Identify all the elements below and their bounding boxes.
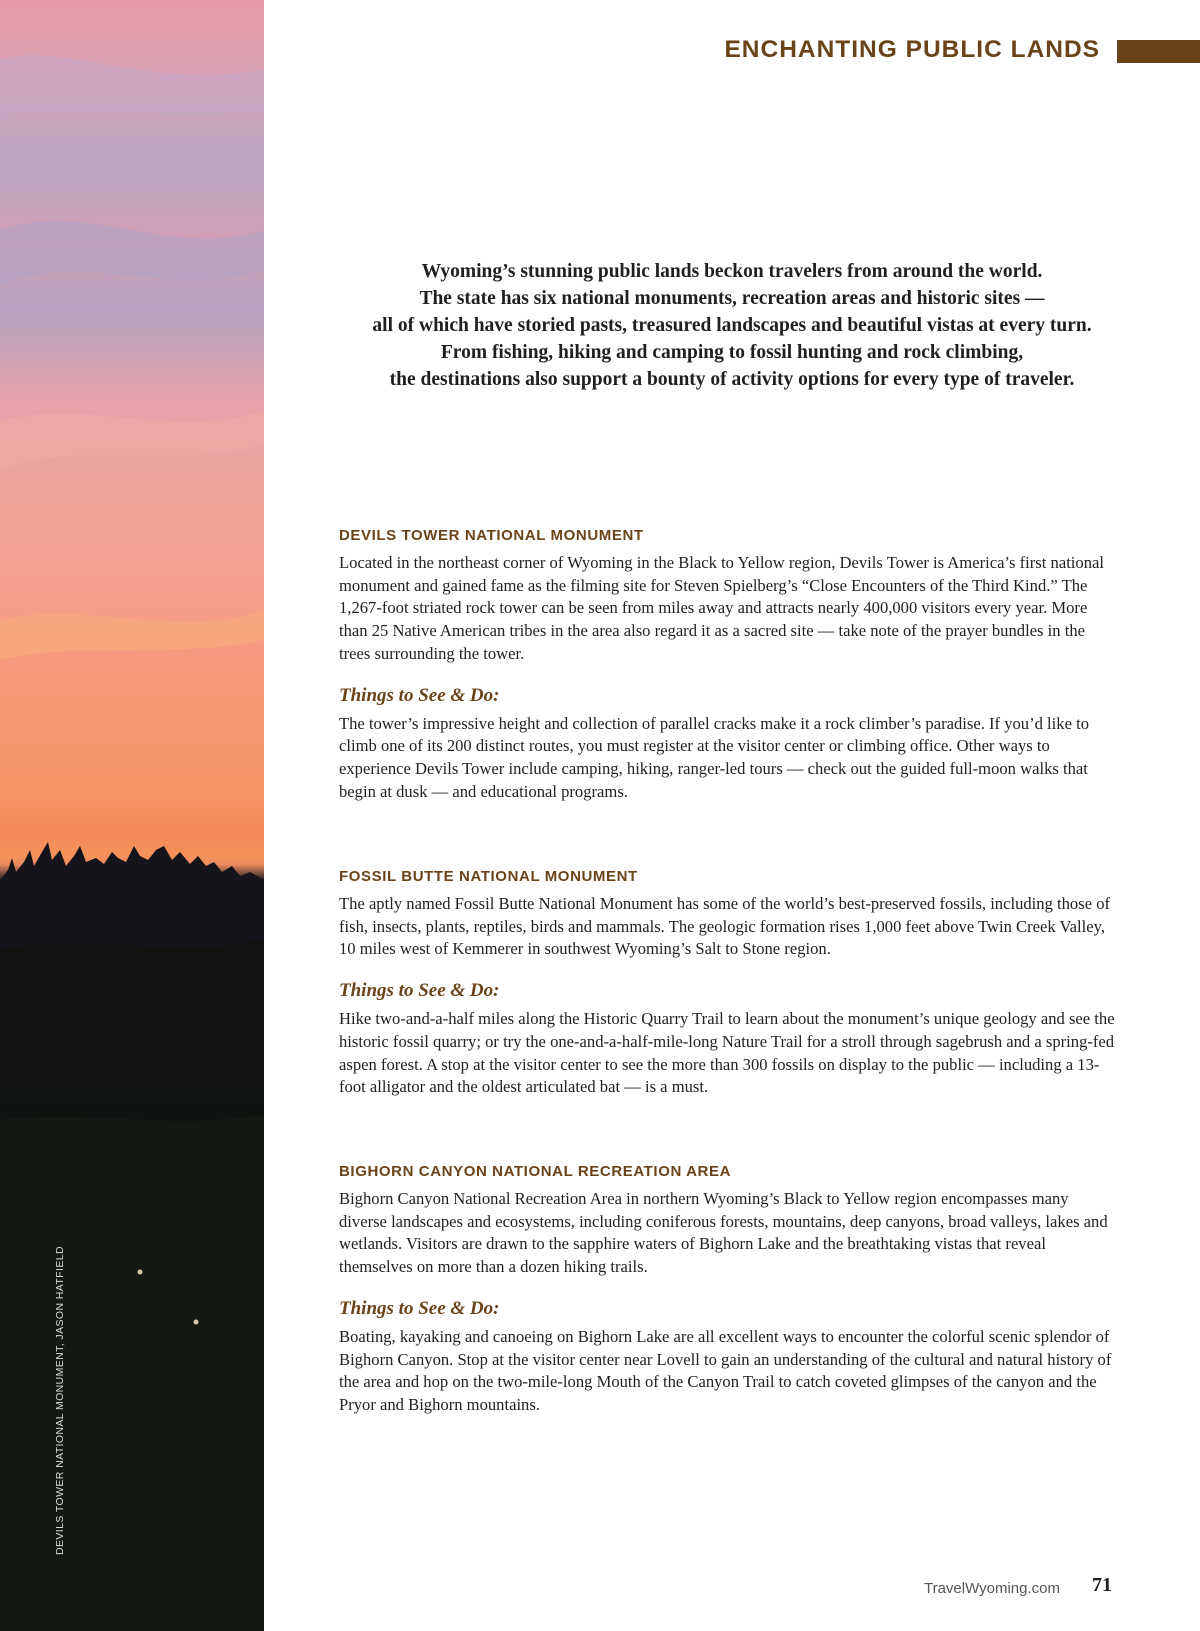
intro-line: the destinations also support a bounty of activity options for every type of traveler. xyxy=(389,369,1075,390)
section-title: ENCHANTING PUBLIC LANDS xyxy=(724,36,1100,63)
page-number: 71 xyxy=(1092,1574,1112,1596)
section-heading: FOSSIL BUTTE NATIONAL MONUMENT xyxy=(339,868,638,885)
things-to-do-subheading: Things to See & Do: xyxy=(339,1297,500,1319)
section-heading: DEVILS TOWER NATIONAL MONUMENT xyxy=(339,527,644,544)
things-to-do-subheading: Things to See & Do: xyxy=(339,980,500,1002)
sunset-landscape-photo xyxy=(0,0,264,1631)
section-activities: The tower’s impressive height and collection of parallel cracks make it a rock climber’s paradise. If you’d like to climb one of its 200 distinct routes, you must register at the visitor center or climbing office. Other ways to experience Devils Tower include camping, hiking, ranger-led tours — check out the guided full-moon walks that begin at dusk — and educational programs. xyxy=(339,713,1089,801)
section-heading: BIGHORN CANYON NATIONAL RECREATION AREA xyxy=(339,1163,732,1180)
section-bighorn-canyon xyxy=(339,1163,1119,1417)
section-activities: Hike two-and-a-half miles along the Historic Quarry Trail to learn about the monument’s unique geology and see the historic fossil quarry; or try the one-and-a-half-mile-long Nature Trail for a stroll through sagebrush and a spring-fed aspen forest. A stop at the visitor center to see the more than 300 fossils on display to the public — including a 13-foot alligator and the oldest articulated bat — is a must. xyxy=(339,1009,1115,1097)
photo-credit: DEVILS TOWER NATIONAL MONUMENT, JASON HATFIELD xyxy=(54,1246,66,1555)
section-description: The aptly named Fossil Butte National Monument has some of the world’s best-preserved fossils, including those of fish, insects, plants, reptiles, birds and mammals. The geologic formation rises 1,000 feet above Twin Creek Valley, 10 miles west of Kemmerer in southwest Wyoming’s Salt to Stone region. xyxy=(339,894,1111,959)
intro-paragraph xyxy=(264,258,1200,393)
photo-scenery xyxy=(0,0,264,1631)
section-description: Located in the northeast corner of Wyoming in the Black to Yellow region, Devils Tower is America’s first national monument and gained fame as the filming site for Steven Spielberg’s “Close Encounters of the Third Kind.” The 1,267-foot striated rock tower can be seen from miles away and attracts nearly 400,000 visitors every year. More than 25 Native American tribes in the area also regard it as a sacred site — take note of the prayer bundles in the trees surrounding the tower. xyxy=(339,553,1104,663)
section-activities: Boating, kayaking and canoeing on Bighorn Lake are all excellent ways to encounter the colorful scenic splendor of Bighorn Canyon. Stop at the visitor center near Lovell to gain an understanding of the cultural and natural history of the area and hop on the two-mile-long Mouth of the Canyon Trail to catch coveted glimpses of the canyon and the Pryor and Bighorn mountains. xyxy=(339,1326,1112,1414)
title-accent-bar xyxy=(1117,40,1200,63)
intro-line: The state has six national monuments, recreation areas and historic sites — xyxy=(419,288,1045,309)
things-to-do-subheading: Things to See & Do: xyxy=(339,684,500,706)
intro-line: From fishing, hiking and camping to fossil hunting and rock climbing, xyxy=(440,342,1024,363)
intro-line: all of which have storied pasts, treasured landscapes and beautiful vistas at every turn. xyxy=(372,315,1092,336)
footer-website: TravelWyoming.com xyxy=(923,1580,1060,1597)
section-description: Bighorn Canyon National Recreation Area in northern Wyoming’s Black to Yellow region encompasses many diverse landscapes and ecosystems, including coniferous forests, mountains, deep canyons, broad valleys, lakes and wetlands. Visitors are drawn to the sapphire waters of Bighorn Lake and the breathtaking vistas that reveal themselves on more than a dozen hiking trails. xyxy=(339,1189,1108,1277)
section-devils-tower xyxy=(339,527,1119,803)
section-fossil-butte xyxy=(339,868,1119,1099)
intro-line: Wyoming’s stunning public lands beckon travelers from around the world. xyxy=(421,261,1043,282)
